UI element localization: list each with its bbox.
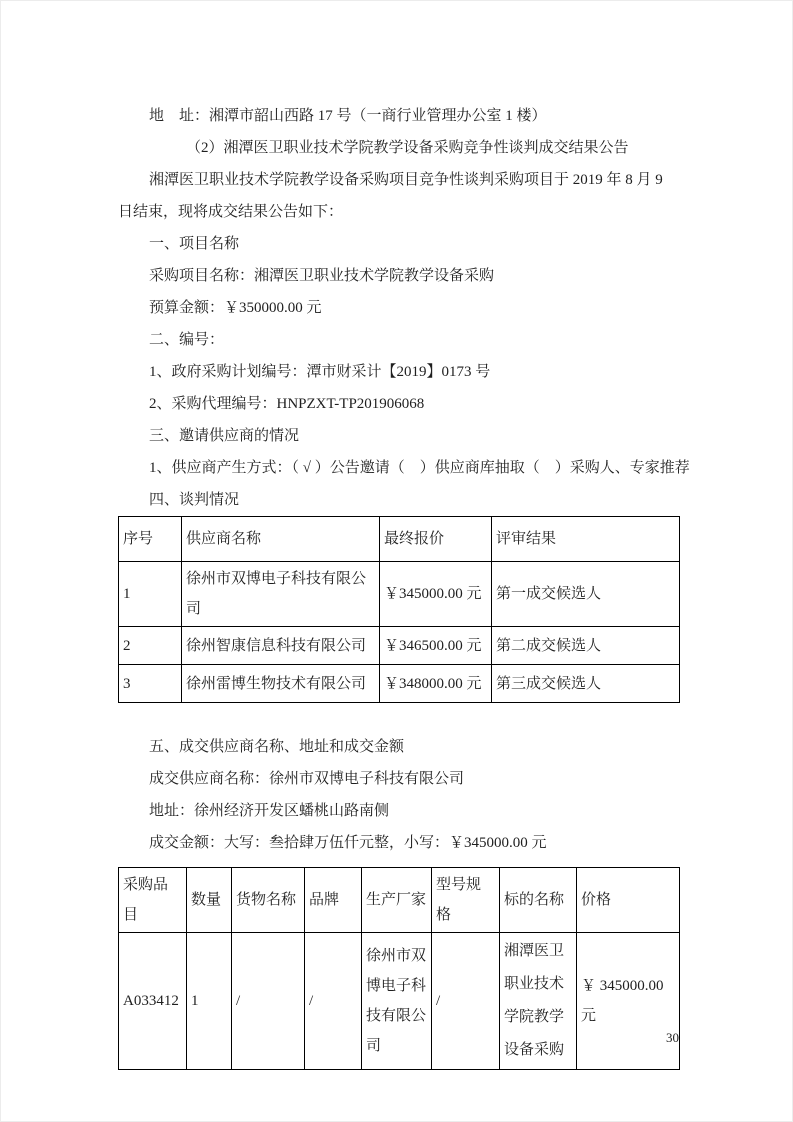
cell-serial-no: 1	[119, 562, 182, 627]
project-name-line: 采购项目名称：湘潭医卫职业技术学院教学设备采购	[149, 268, 495, 284]
section-2-heading: 二、编号：	[149, 332, 225, 348]
header-model-spec: 型号规格	[432, 868, 500, 933]
cell-manufacturer: 徐州市双博电子科技有限公司	[362, 933, 432, 1070]
cell-serial-no: 3	[119, 665, 182, 703]
agency-number-line: 2、采购代理编号：HNPZXT-TP201906068	[149, 396, 425, 412]
deal-table-header-row	[119, 868, 680, 933]
cell-subject-name: 湘潭医卫职业技术学院教学设备采购	[500, 933, 577, 1070]
plan-number-line: 1、政府采购计划编号：潭市财采计【2019】0173 号	[149, 364, 491, 380]
table-row	[119, 933, 680, 1070]
cell-final-offer: ￥348000.00 元	[380, 665, 492, 703]
cell-procurement-item: A033412	[119, 933, 187, 1070]
header-procurement-item: 采购品目	[119, 868, 187, 933]
budget-line: 预算金额：￥350000.00 元	[149, 300, 322, 316]
deal-amount-line: 成交金额：大写：叁拾肆万伍仟元整，小写：￥345000.00 元	[149, 835, 547, 851]
intro-paragraph: 湘潭医卫职业技术学院教学设备采购项目竞争性谈判采购项目于 2019 年 8 月 9 日结束，现将成交结果公告如下：	[118, 172, 663, 220]
header-manufacturer: 生产厂家	[362, 868, 432, 933]
header-serial-no: 序号	[119, 517, 182, 562]
negotiation-table-header-row	[119, 517, 680, 562]
header-quantity: 数量	[187, 868, 232, 933]
cell-goods-name: /	[232, 933, 305, 1070]
header-supplier-name: 供应商名称	[182, 517, 380, 562]
section-1-heading: 一、项目名称	[149, 236, 240, 252]
cell-review-result: 第三成交候选人	[492, 665, 680, 703]
cell-supplier-name: 徐州市双博电子科技有限公司	[182, 562, 380, 627]
winner-address-line: 地址：徐州经济开发区蟠桃山路南侧	[149, 803, 390, 819]
section-3-heading: 三、邀请供应商的情况	[149, 428, 300, 444]
document-content	[118, 100, 690, 1070]
header-subject-name: 标的名称	[500, 868, 577, 933]
supplier-method-line: 1、供应商产生方式：（ √ ）公告邀请（ ）供应商库抽取（ ）采购人、专家推荐	[149, 460, 690, 476]
winner-name-line: 成交供应商名称：徐州市双博电子科技有限公司	[149, 771, 465, 787]
cell-price: ￥ 345000.00 元	[577, 933, 680, 1070]
header-brand: 品牌	[305, 868, 362, 933]
cell-supplier-name: 徐州智康信息科技有限公司	[182, 627, 380, 665]
cell-quantity: 1	[187, 933, 232, 1070]
table-row	[119, 627, 680, 665]
table-row	[119, 562, 680, 627]
cell-review-result: 第二成交候选人	[492, 627, 680, 665]
cell-supplier-name: 徐州雷博生物技术有限公司	[182, 665, 380, 703]
announcement-title: （2）湘潭医卫职业技术学院教学设备采购竞争性谈判成交结果公告	[186, 140, 629, 156]
section-5-heading: 五、成交供应商名称、地址和成交金额	[149, 739, 405, 755]
header-goods-name: 货物名称	[232, 868, 305, 933]
negotiation-results-table	[118, 516, 680, 703]
cell-final-offer: ￥346500.00 元	[380, 627, 492, 665]
header-price: 价格	[577, 868, 680, 933]
header-final-offer: 最终报价	[380, 517, 492, 562]
header-review-result: 评审结果	[492, 517, 680, 562]
cell-brand: /	[305, 933, 362, 1070]
address-line: 地 址：湘潭市韶山西路 17 号（一商行业管理办公室 1 楼）	[149, 108, 547, 124]
cell-final-offer: ￥345000.00 元	[380, 562, 492, 627]
page-number: 30	[666, 1030, 679, 1045]
table-row	[119, 665, 680, 703]
cell-model-spec: /	[432, 933, 500, 1070]
section-4-heading: 四、谈判情况	[149, 492, 240, 508]
cell-review-result: 第一成交候选人	[492, 562, 680, 627]
cell-serial-no: 2	[119, 627, 182, 665]
